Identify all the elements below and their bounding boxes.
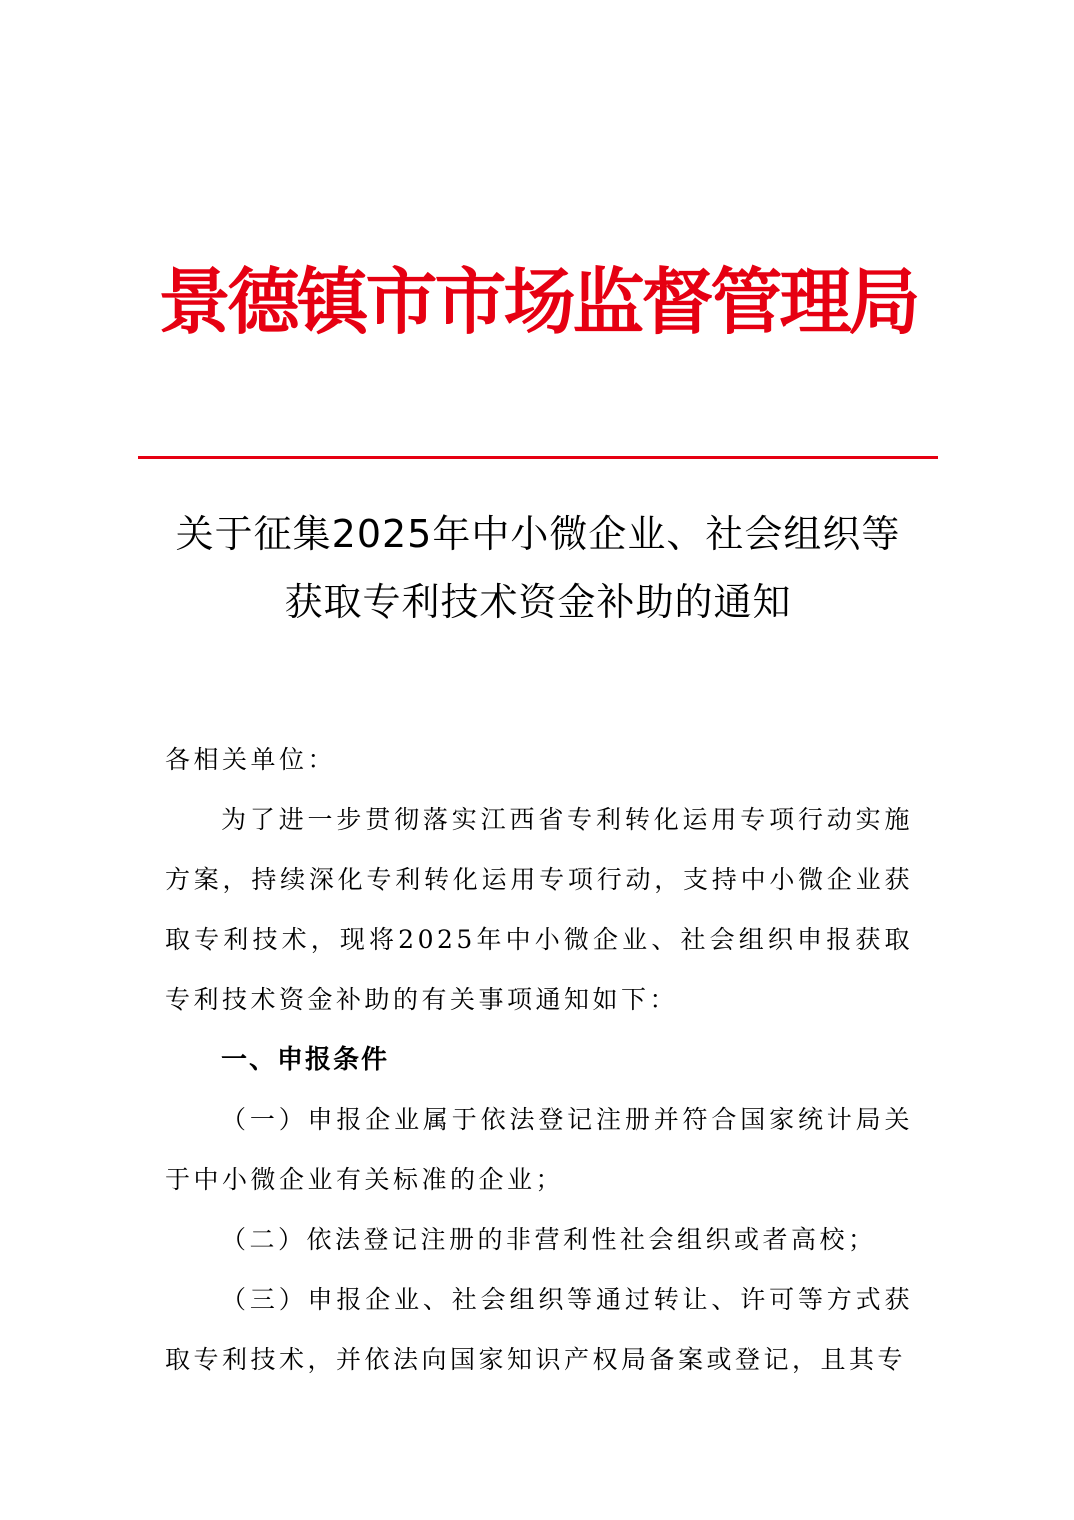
condition-item-2: （二）依法登记注册的非营利性社会组织或者高校； bbox=[221, 1225, 877, 1254]
red-separator-line bbox=[138, 456, 938, 459]
condition-item-1: （一）申报企业属于依法登记注册并符合国家统计局关于中小微企业有关标准的企业； bbox=[165, 1105, 913, 1194]
intro-paragraph: 为了进一步贯彻落实江西省专利转化运用专项行动实施方案，持续深化专利转化运用专项行动，支持中小微企业获取专利技术，现将2025年中小微企业、社会组织申报获取专利技术资金补助的有关事项通知如下： bbox=[165, 805, 913, 1014]
section-heading-conditions: 一、申报条件 bbox=[221, 1045, 390, 1075]
organization-header: 景德镇市市场监督管理局 bbox=[158, 259, 918, 344]
document-title-line-1: 关于征集2025年中小微企业、社会组织等 bbox=[175, 512, 901, 556]
document-title bbox=[138, 500, 938, 636]
salutation: 各相关单位： bbox=[165, 745, 337, 774]
condition-item-3: （三）申报企业、社会组织等通过转让、许可等方式获取专利技术，并依法向国家知识产权局备案或登记，且其专 bbox=[165, 1285, 913, 1374]
document-title-line-2: 获取专利技术资金补助的通知 bbox=[284, 580, 792, 624]
document-body bbox=[165, 730, 913, 1390]
